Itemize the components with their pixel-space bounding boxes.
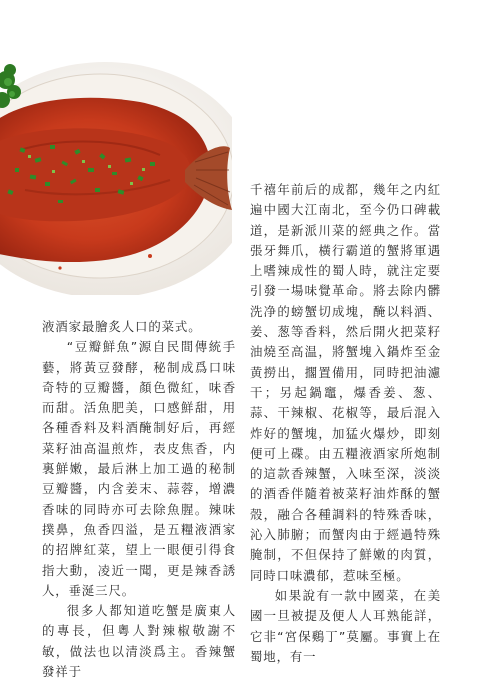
paragraph-doubanxianyu: “豆瓣鮮魚”源自民間傳統手藝，將黃豆發酵，秘制成爲口味奇特的豆瓣醬，顏色微紅，味香而甜。活魚肥美，口感鮮甜，用各種香料及料酒醃制好后，再經菜籽油高温煎炸，表皮焦香，内裏鮮嫩，最后淋上加工過的秘制豆瓣醬，内含姜末、蒜蓉，增濃香味的同時亦可去除魚腥。辣味撲鼻，魚香四溢，是五糧液酒家的招牌紅菜，望上一眼便引得食指大動，凌近一聞，更是辣香誘人，垂涎三尺。 [42, 339, 236, 598]
right-text-column [250, 180, 441, 667]
dish-photo [0, 30, 232, 295]
paragraph-gongbaojiding: 如果說有一款中國菜，在美國一旦被提及便人人耳熟能詳，它非“宮保鷄丁”莫屬。事實上在蜀地，有一 [250, 587, 441, 664]
paragraph-continued: 液酒家最膾炙人口的菜式。 [42, 319, 202, 334]
braised-fish-photo-icon [0, 30, 232, 295]
left-text-column [42, 317, 236, 682]
paragraph-xianglaxie-intro: 很多人都知道吃蟹是廣東人的專長，但粵人對辣椒敬謝不敏，做法也以清淡爲主。香辣蟹發祥于 [42, 603, 236, 680]
paragraph-xianglaxie: 千禧年前后的成都，幾年之内紅遍中國大江南北，至今仍口碑載道，是新派川菜的經典之作。當張牙舞爪，橫行霸道的蟹將軍遇上嗜辣成性的蜀人時，就注定要引發一場味覺革命。將去除内髒洗净的螃蟹切成塊，醃以料酒、姜、葱等香料，然后開火把菜籽油燒至高温，將蟹塊入鍋炸至金黄撈出，擱置備用，同時把油濾干；另起鍋竈，爆香姜、葱、蒜、干辣椒、花椒等，最后混入炸好的蟹塊，加猛火爆炒，即刻便可上碟。由五糧液酒家所炮制的這款香辣蟹，入味至深，淡淡的酒香伴隨着被菜籽油炸酥的蟹殼，融合各種調料的特殊香味，沁入肺腑；而蟹肉由于經過特殊腌制，不但保持了鮮嫩的肉質，同時口味濃郁，惹味至極。 [250, 182, 441, 583]
